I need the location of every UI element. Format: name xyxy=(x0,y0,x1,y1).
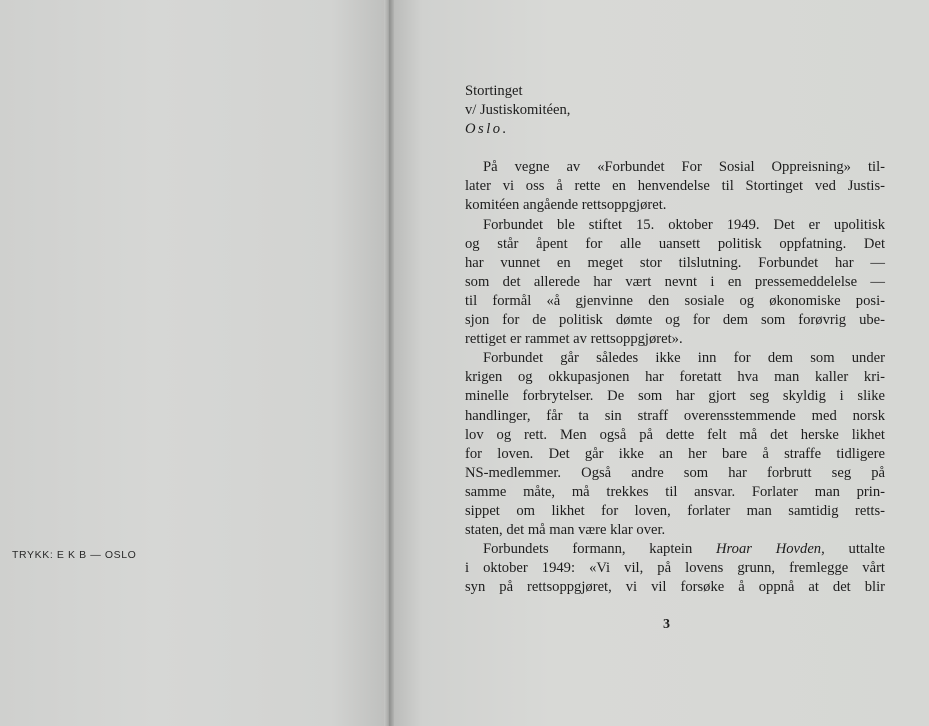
text-line: komitéen angående rettsoppgjøret. xyxy=(465,197,667,214)
paragraph-4 xyxy=(465,540,885,597)
address-city: Oslo. xyxy=(465,121,509,138)
recipient-address xyxy=(465,82,885,139)
paragraph-2 xyxy=(465,216,885,350)
text-line xyxy=(465,540,885,559)
text-line: har vunnet en meget stor tilslutning. Forbundet har — xyxy=(465,254,885,271)
address-line-1: Stortinget xyxy=(465,83,523,99)
text-fragment: Forbundets formann, kaptein xyxy=(483,541,716,558)
address-line-2: v/ Justiskomitéen, xyxy=(465,102,571,119)
text-line: lov og rett. Men også på dette felt må det herske likhet xyxy=(465,426,885,443)
letter-text xyxy=(465,82,885,597)
text-fragment: , uttalte xyxy=(821,541,885,558)
text-line: NS-medlemmer. Også andre som har forbrutt seg på xyxy=(465,464,885,481)
text-line: handlinger, får ta sin straff overensstemmende med norsk xyxy=(465,407,885,424)
text-line: sippet om likhet for loven, forlater man samtidig retts- xyxy=(465,502,885,519)
text-line: Forbundet går således ikke inn for dem som under xyxy=(483,350,885,367)
left-page xyxy=(0,0,390,726)
text-line: for loven. Det går ikke an her bare å straffe tidligere xyxy=(465,445,885,462)
text-line: krigen og okkupasjonen har foretatt hva man kaller kri- xyxy=(465,369,885,386)
text-line: staten, det må man være klar over. xyxy=(465,522,666,539)
text-line: i oktober 1949: «Vi vil, på lovens grunn, fremlegge vårt xyxy=(465,560,885,577)
text-line: Forbundet ble stiftet 15. oktober 1949. Det er upolitisk xyxy=(483,216,885,233)
printer-imprint: TRYKK: E K B — OSLO xyxy=(12,549,137,561)
text-line: later vi oss å rette en henvendelse til Stortinget ved Justis- xyxy=(465,178,885,195)
text-line: minelle forbrytelser. De som har gjort seg skyldig i slike xyxy=(465,388,885,405)
book-gutter xyxy=(384,0,394,726)
text-line: sjon for de politisk dømte og for dem som forøvrig ube- xyxy=(465,312,885,329)
text-line: og står åpent for alle uansett politisk oppfatning. Det xyxy=(465,235,885,252)
text-line: til formål «å gjenvinne den sosiale og økonomiske posi- xyxy=(465,292,885,309)
page-number: 3 xyxy=(663,617,670,632)
text-line: På vegne av «Forbundet For Sosial Oppreisning» til- xyxy=(483,159,885,176)
text-line: samme måte, må trekkes til ansvar. Forlater man prin- xyxy=(465,483,885,500)
text-line: syn på rettsoppgjøret, vi vil forsøke å oppnå at det blir xyxy=(465,579,885,596)
text-line: som det allerede har vært nevnt i en pressemeddelelse — xyxy=(465,273,885,290)
chairman-name: Hroar Hovden xyxy=(716,541,822,558)
paragraph-1 xyxy=(465,158,885,215)
paragraph-3 xyxy=(465,349,885,540)
text-line: rettiget er rammet av rettsoppgjøret». xyxy=(465,331,683,348)
